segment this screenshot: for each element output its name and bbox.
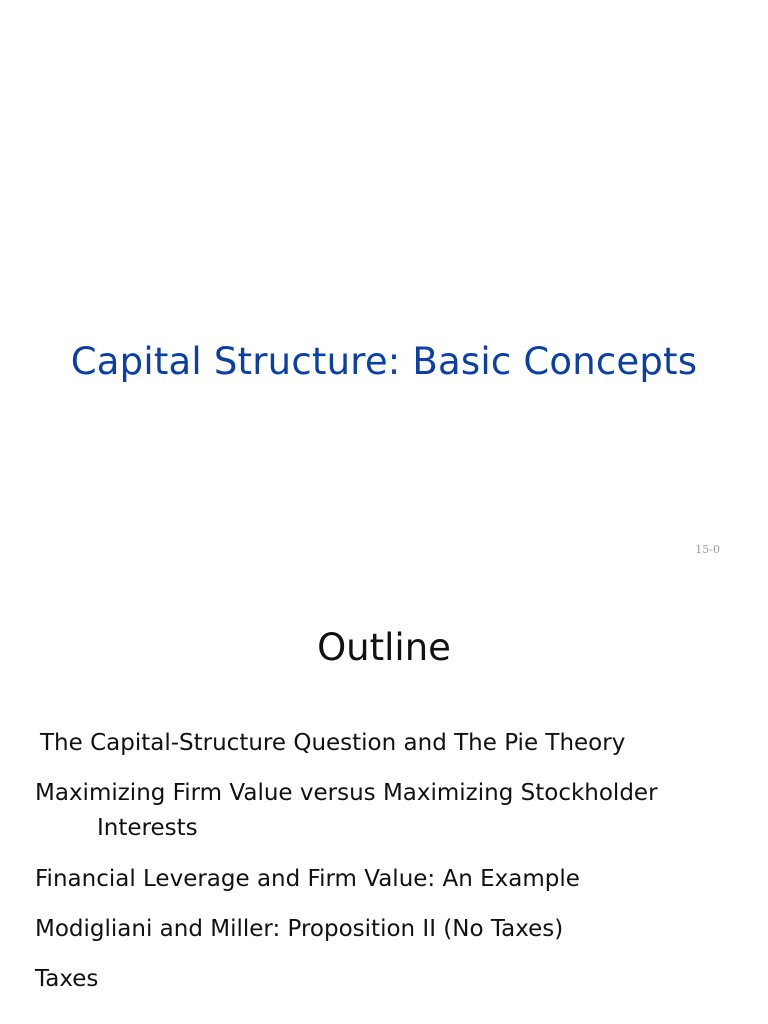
list-item-text: Taxes [35,966,99,992]
outline-title: Outline [317,626,451,669]
list-item-text: Modigliani and Miller: Proposition II (No Taxes) [35,916,564,942]
list-item [35,912,563,947]
list-item-text: The Capital-Structure Question and The Pie Theory [40,730,626,756]
list-item-text: Maximizing Firm Value versus Maximizing Stockholder [35,780,658,806]
list-item [40,726,625,761]
list-item-text: Financial Leverage and Firm Value: An Example [35,866,580,892]
list-item [35,776,658,846]
list-item [35,962,98,997]
slide-title: Capital Structure: Basic Concepts [70,340,698,383]
list-item [35,862,580,897]
slide-number: 15-0 [695,543,720,556]
list-item-text-continuation: Interests [97,815,198,841]
